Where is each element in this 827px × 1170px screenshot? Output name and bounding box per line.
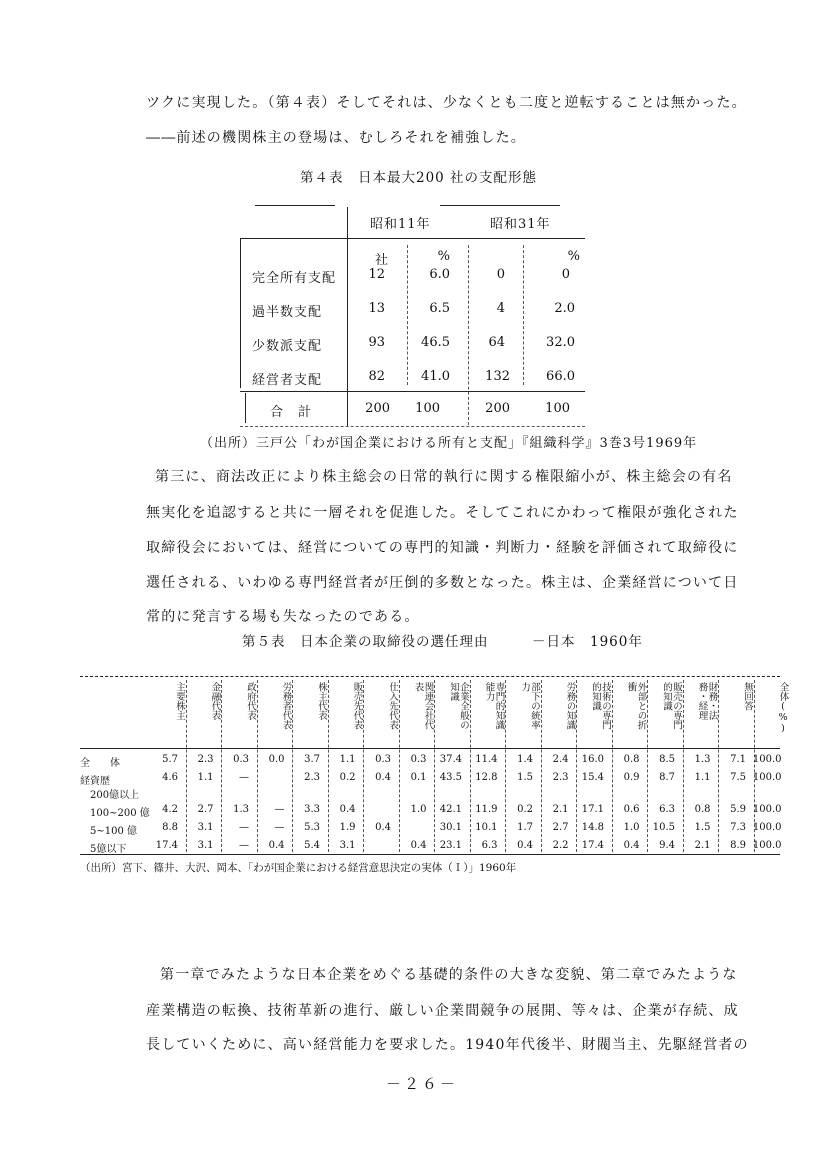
- table5-cell: —: [239, 822, 249, 833]
- table5-header: 金融代表: [209, 682, 221, 720]
- table4-row-label: 経営者支配: [252, 373, 323, 388]
- table5-cell: 0.4: [517, 840, 533, 851]
- table5-rule: [80, 676, 780, 677]
- table4-cell: 13: [368, 301, 385, 316]
- table5-cell: 17.1: [581, 804, 604, 815]
- table4-rule: [240, 391, 585, 392]
- paragraph-mid-line-2: 無実化を追認すると共に一層それを促進した。そしてこれにかわって権限が強化された: [146, 505, 739, 521]
- table5-rule: [80, 854, 780, 855]
- page-number: －２６－: [386, 1075, 459, 1093]
- table5: [80, 676, 789, 866]
- table5-caption: 第５表 日本企業の取締役の選任理由 －日本 1960年: [242, 634, 643, 650]
- table5-cell: 2.3: [304, 772, 320, 783]
- table5-cell: 8.9: [730, 840, 746, 851]
- table5-cell: 1.1: [694, 772, 711, 783]
- table5-cell: 7.1: [730, 754, 746, 765]
- table5-cell: —: [239, 840, 249, 851]
- table5-cell: 0.4: [268, 840, 285, 851]
- table5-header: 仕入先代表: [387, 682, 398, 730]
- paragraph-top-line-2: ――前述の機関株主の登場は、むしろそれを補強した。: [146, 130, 526, 146]
- table4-cell: 0: [561, 267, 570, 282]
- paragraph-mid-line-3: 取締役会においては、経営についての専門的知識・判断力・経験を評価されて取締役に: [146, 540, 739, 556]
- table5-cell: 6.3: [659, 804, 675, 815]
- table4-divider: [523, 245, 524, 385]
- table4-total-cell: 200: [485, 401, 510, 416]
- table5-cell: 9.4: [659, 840, 675, 851]
- table4-cell: 46.5: [421, 335, 450, 350]
- table4-source: （出所）三戸公「わが国企業における所有と支配」『組織科学』3巻3号1969年: [200, 436, 698, 451]
- table4-total-label: 合 計: [270, 405, 313, 420]
- table5-cell: 11.9: [475, 804, 498, 815]
- table5-cell: 1.5: [694, 822, 711, 833]
- table5-row-label: 全 体: [80, 758, 120, 769]
- table5-cell: 1.4: [517, 754, 533, 765]
- table5-cell: 0.2: [517, 804, 533, 815]
- table5-cell: 10.5: [652, 822, 675, 833]
- table5-cell: 100.0: [752, 754, 782, 765]
- table5-cell: 3.1: [339, 840, 356, 851]
- table5-cell: 5.4: [304, 840, 320, 851]
- table5-cell: 12.8: [475, 772, 498, 783]
- table5-cell: —: [274, 804, 285, 815]
- table4-divider: [347, 207, 348, 427]
- table4-unit-pct-2: %: [567, 249, 580, 264]
- table4-total-cell: 100: [415, 401, 440, 416]
- table4-rule: [240, 426, 585, 427]
- table5-cell: 3.7: [304, 754, 320, 765]
- table4-cell: 6.5: [429, 301, 450, 316]
- table5-row-label: 経資歴: [80, 776, 110, 787]
- table4-rule: [240, 238, 585, 239]
- table5-cell: 4.6: [162, 772, 178, 783]
- table5-cell: 7.5: [730, 772, 746, 783]
- table5-header: 専門的知識能力: [483, 682, 505, 730]
- table5-header: 販売の専門的知識: [661, 682, 682, 730]
- table5-row-label: 100~200 億: [90, 808, 150, 819]
- table5-cell: 0.2: [339, 772, 356, 783]
- table5-cell: 1.3: [233, 804, 249, 815]
- table5-header: 関連会社代表: [412, 682, 434, 730]
- table5-header: 政府代表: [245, 682, 256, 720]
- table5-cell: 3.1: [197, 822, 214, 833]
- table5-cell: 5.9: [730, 804, 746, 815]
- table5-cell: —: [274, 822, 285, 833]
- table4-cell: 32.0: [546, 335, 575, 350]
- table5-cell: 0.4: [375, 822, 391, 833]
- table5-cell: 8.8: [162, 822, 178, 833]
- table5-cell: 5.3: [304, 822, 320, 833]
- table4-unit-pct-1: %: [437, 249, 450, 264]
- table5-header: 販売先代表: [351, 682, 363, 730]
- table5-header: 全体(%): [777, 682, 789, 734]
- table4-cell: 66.0: [546, 369, 575, 384]
- table5-header: 無回答: [742, 682, 753, 711]
- paragraph-bottom-line-2: 産業構造の転換、技術革新の進行、厳しい企業間競争の展開、等々は、企業が存続、成: [146, 1003, 739, 1019]
- table4-divider: [468, 245, 469, 425]
- table5-cell: 100.0: [752, 804, 782, 815]
- table4-rule: [255, 205, 335, 206]
- table5-cell: 1.1: [339, 754, 356, 765]
- table4-row-label: 過半数支配: [252, 305, 323, 320]
- table5-cell: —: [239, 772, 249, 783]
- paragraph-bottom-line-3: 長していくために、高い経営能力を要求した。1940年代後半、財閥当主、先駆経営者の: [146, 1037, 749, 1053]
- table4-total-cell: 200: [365, 401, 390, 416]
- paragraph-top-line-1: ツクに実現した。（第４表）そしてそれは、少なくとも二度と逆転することは無かった。: [146, 95, 747, 111]
- table5-cell: 1.0: [623, 822, 640, 833]
- table5-cell: 15.4: [581, 772, 604, 783]
- table4-cell: 6.0: [429, 267, 450, 282]
- table5-divider: [399, 680, 400, 852]
- table5-cell: 4.2: [162, 804, 178, 815]
- table5-cell: 10.1: [475, 822, 498, 833]
- table5-cell: 5.7: [162, 754, 178, 765]
- table4-cell: 132: [485, 369, 510, 384]
- paragraph-mid-line-5: 常的に発言する場も失なったのである。: [146, 609, 420, 625]
- table4-year-1956: 昭和31年: [490, 217, 551, 232]
- table5-cell: 0.4: [339, 804, 356, 815]
- table4-cell: 2.0: [554, 301, 575, 316]
- table5-header: 労務の知識: [564, 682, 576, 730]
- table5-cell: 17.4: [581, 840, 604, 851]
- table5-cell: 23.1: [439, 840, 462, 851]
- table5-cell: 2.7: [552, 822, 569, 833]
- table4-cell: 64: [488, 335, 505, 350]
- table5-cell: 0.9: [623, 772, 640, 783]
- table5-cell: 0.0: [268, 754, 285, 765]
- table5-cell: 0.3: [375, 754, 391, 765]
- table5-cell: 16.0: [581, 754, 604, 765]
- paragraph-mid-line-4: 選任される、いわゆる専門経営者が圧倒的多数となった。株主は、企業経営について日: [146, 575, 739, 591]
- table5-cell: 0.8: [694, 804, 711, 815]
- table4-divider: [245, 393, 246, 423]
- table5-cell: 2.3: [197, 754, 214, 765]
- table5-header: 財務・法務・経理: [696, 682, 718, 720]
- table5-cell: 0.4: [623, 840, 640, 851]
- paragraph-mid-line-1: 第三に、商法改正により株主総会の日常的執行に関する権限縮小が、株主総会の有名: [155, 469, 733, 485]
- table4-cell: 41.0: [421, 369, 450, 384]
- table4-row-label: 少数派支配: [252, 339, 323, 354]
- table5-header: 外部との折衝: [625, 682, 647, 730]
- table5-cell: 1.7: [517, 822, 533, 833]
- table4-row-label: 完全所有支配: [252, 271, 337, 286]
- table4-rule: [440, 205, 560, 206]
- table5-header: 企業全般の知識: [448, 682, 469, 730]
- table5-cell: 0.8: [623, 754, 640, 765]
- table4: [240, 205, 585, 430]
- table4-year-1936: 昭和11年: [370, 217, 431, 232]
- table4-unit-count: 社: [374, 253, 388, 268]
- table5-row-label: 5~100 億: [90, 826, 138, 837]
- table5-cell: 2.3: [552, 772, 569, 783]
- table5-cell: 100.0: [752, 840, 782, 851]
- table5-cell: 1.5: [517, 772, 533, 783]
- table5-cell: 2.2: [552, 840, 569, 851]
- table5-cell: 0.6: [623, 804, 640, 815]
- table5-cell: 8.5: [659, 754, 675, 765]
- table4-cell: 0: [496, 267, 505, 282]
- table4-cell: 12: [368, 267, 385, 282]
- table5-cell: 2.4: [552, 754, 569, 765]
- table4-caption: 第４表 日本最大200 社の支配形態: [300, 170, 538, 186]
- table5-cell: 1.9: [339, 822, 356, 833]
- table5-cell: 42.1: [439, 804, 462, 815]
- table5-source: （出所）宮下、篠井、大沢、岡本、「わが国企業における経営意思決定の実体（Ｉ）」1960年: [80, 862, 517, 874]
- table5-row-label: 200億以上: [90, 790, 140, 801]
- table5-cell: 2.1: [552, 804, 569, 815]
- table5-header: 技術の専門的知識: [590, 682, 611, 730]
- table5-cell: 30.1: [439, 822, 462, 833]
- table5-row-label: 5億以下: [90, 844, 127, 855]
- table5-header: 主要株主: [174, 682, 185, 720]
- table5-cell: 8.7: [659, 772, 675, 783]
- table5-cell: 17.4: [155, 840, 178, 851]
- table5-header: 部下の統率力: [519, 682, 540, 730]
- table5-cell: 0.3: [233, 754, 249, 765]
- table4-cell: 93: [368, 335, 385, 350]
- table5-header: 株主代表: [316, 682, 327, 720]
- table5-cell: 14.8: [581, 822, 604, 833]
- table4-total-cell: 100: [545, 401, 570, 416]
- table5-cell: 100.0: [752, 772, 782, 783]
- table5-cell: 3.1: [197, 840, 214, 851]
- table5-cell: 0.4: [410, 840, 427, 851]
- table5-cell: 43.5: [439, 772, 462, 783]
- table5-cell: 6.3: [481, 840, 498, 851]
- table5-cell: 1.3: [694, 754, 711, 765]
- table5-cell: 100.0: [752, 822, 782, 833]
- table5-cell: 37.4: [439, 754, 462, 765]
- table5-rule: [80, 748, 780, 749]
- table5-header: 労務者代表: [280, 682, 292, 730]
- table4-cell: 82: [368, 369, 385, 384]
- table5-cell: 2.7: [197, 804, 214, 815]
- table5-cell: 2.1: [694, 840, 711, 851]
- paragraph-bottom-line-1: 第一章でみたような日本企業をめぐる基礎的条件の大きな変貌、第二章でみたような: [160, 967, 738, 983]
- table5-cell: 0.4: [375, 772, 391, 783]
- table5-cell: 0.1: [410, 772, 427, 783]
- table4-cell: 4: [496, 301, 505, 316]
- table4-divider: [240, 238, 241, 388]
- table5-cell: 3.3: [304, 804, 320, 815]
- table5-cell: 11.4: [475, 754, 498, 765]
- table5-cell: 1.0: [410, 804, 427, 815]
- table5-cell: 0.3: [410, 754, 427, 765]
- table5-cell: 1.1: [197, 772, 214, 783]
- table5-cell: 7.3: [730, 822, 746, 833]
